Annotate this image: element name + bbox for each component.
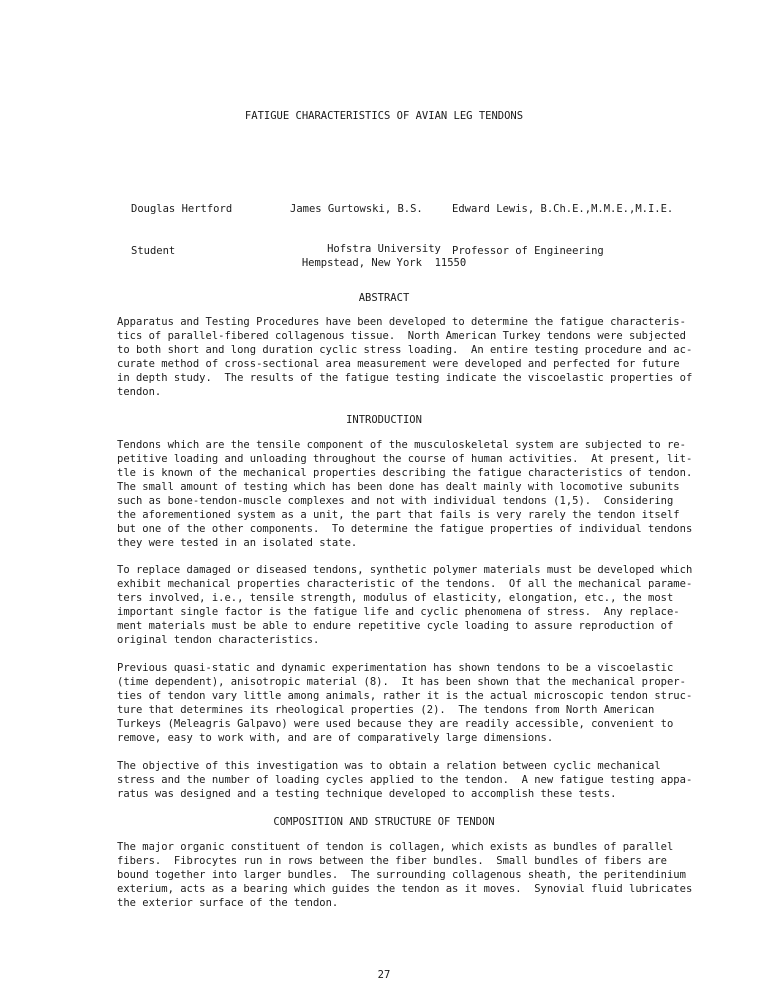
text-line: (time dependent), anisotropic material (8). It has been shown that the mechanical proper- <box>117 676 686 688</box>
text-line: exhibit mechanical properties characteristic of the tendons. Of all the mechanical parame- <box>117 578 693 590</box>
text-line: The small amount of testing which has been done has dealt mainly with locomotive subunits <box>117 481 680 493</box>
text-line: ters involved, i.e., tensile strength, modulus of elasticity, elongation, etc., the most <box>117 592 674 604</box>
text-line: the exterior surface of the tendon. <box>117 897 339 909</box>
text-line: remove, easy to work with, and are of comparatively large dimensions. <box>117 732 554 744</box>
affiliation-institution: Hofstra University <box>327 243 441 255</box>
text-line: to both short and long duration cyclic stress loading. An entire testing procedure and ac- <box>117 344 693 356</box>
text-line: in depth study. The results of the fatigue testing indicate the viscoelastic properties of <box>117 372 693 384</box>
affiliation-location: Hempstead, New York 11550 <box>301 257 467 269</box>
text-line: tics of parallel-fibered collagenous tissue. North American Turkey tendons were subjected <box>117 330 686 342</box>
text-line: The objective of this investigation was to obtain a relation between cyclic mechanical <box>117 760 661 772</box>
text-line: ment materials must be able to endure repetitive cycle loading to assure reproduction of <box>117 620 674 632</box>
text-line: they were tested in an isolated state. <box>117 537 358 549</box>
text-line: important single factor is the fatigue life and cyclic phenomena of stress. Any replace- <box>117 606 680 618</box>
intro-paragraph-4 <box>117 759 702 801</box>
text-line: Previous quasi-static and dynamic experimentation has shown tendons to be a viscoelastic <box>117 662 674 674</box>
text-line: exterium, acts as a bearing which guides the tendon as it moves. Synovial fluid lubricates <box>117 883 693 895</box>
text-line: ture that determines its rheological properties (2). The tendons from North American <box>117 704 655 716</box>
composition-paragraph <box>117 840 702 910</box>
text-line: fibers. Fibrocytes run in rows between the fiber bundles. Small bundles of fibers are <box>117 855 667 867</box>
author-role: Professor of Engineering <box>452 245 604 257</box>
text-line: such as bone-tendon-muscle complexes and not with individual tendons (1,5). Considering <box>117 495 674 507</box>
text-line: ties of tendon vary little among animals, rather it is the actual microscopic tendon struc- <box>117 690 693 702</box>
text-line: bound together into larger bundles. The surrounding collagenous sheath, the peritendinium <box>117 869 686 881</box>
text-line: Apparatus and Testing Procedures have been developed to determine the fatigue characteris- <box>117 316 686 328</box>
text-line: Turkeys (Meleagris Galpavo) were used because they are readily accessible, convenient to <box>117 718 674 730</box>
text-line: stress and the number of loading cycles applied to the tendon. A new fatigue testing appa- <box>117 774 693 786</box>
text-line: curate method of cross-sectional area measurement were developed and perfected for future <box>117 358 680 370</box>
text-line: ratus was designed and a testing technique developed to accomplish these tests. <box>117 788 617 800</box>
intro-paragraph-1 <box>117 438 702 550</box>
abstract-paragraph <box>117 315 702 399</box>
introduction-heading: INTRODUCTION <box>346 414 422 426</box>
text-line: To replace damaged or diseased tendons, synthetic polymer materials must be developed which <box>117 564 693 576</box>
author-name: James Gurtowski, B.S. <box>290 203 423 215</box>
intro-paragraph-3 <box>117 661 702 745</box>
author-name: Edward Lewis, B.Ch.E.,M.M.E.,M.I.E. <box>452 203 674 215</box>
text-line: The major organic constituent of tendon is collagen, which exists as bundles of parallel <box>117 841 674 853</box>
composition-heading: COMPOSITION AND STRUCTURE OF TENDON <box>273 816 495 828</box>
author-role: Student <box>131 245 176 257</box>
text-line: the aforementioned system as a unit, the part that fails is very rarely the tendon itself <box>117 509 680 521</box>
text-line: tle is known of the mechanical properties describing the fatigue characteristics of tendon. <box>117 467 693 479</box>
text-line: tendon. <box>117 386 162 398</box>
author-name: Douglas Hertford <box>131 203 233 215</box>
text-line: but one of the other components. To determine the fatigue properties of individual tendons <box>117 523 693 535</box>
text-line: petitive loading and unloading throughout the course of human activities. At present, lit- <box>117 453 693 465</box>
abstract-heading: ABSTRACT <box>358 292 410 304</box>
paper-title: FATIGUE CHARACTERISTICS OF AVIAN LEG TENDONS <box>244 110 524 122</box>
page-number: 27 <box>377 969 391 981</box>
text-line: original tendon characteristics. <box>117 634 320 646</box>
intro-paragraph-2 <box>117 563 702 647</box>
text-line: Tendons which are the tensile component of the musculoskeletal system are subjected to re- <box>117 439 686 451</box>
